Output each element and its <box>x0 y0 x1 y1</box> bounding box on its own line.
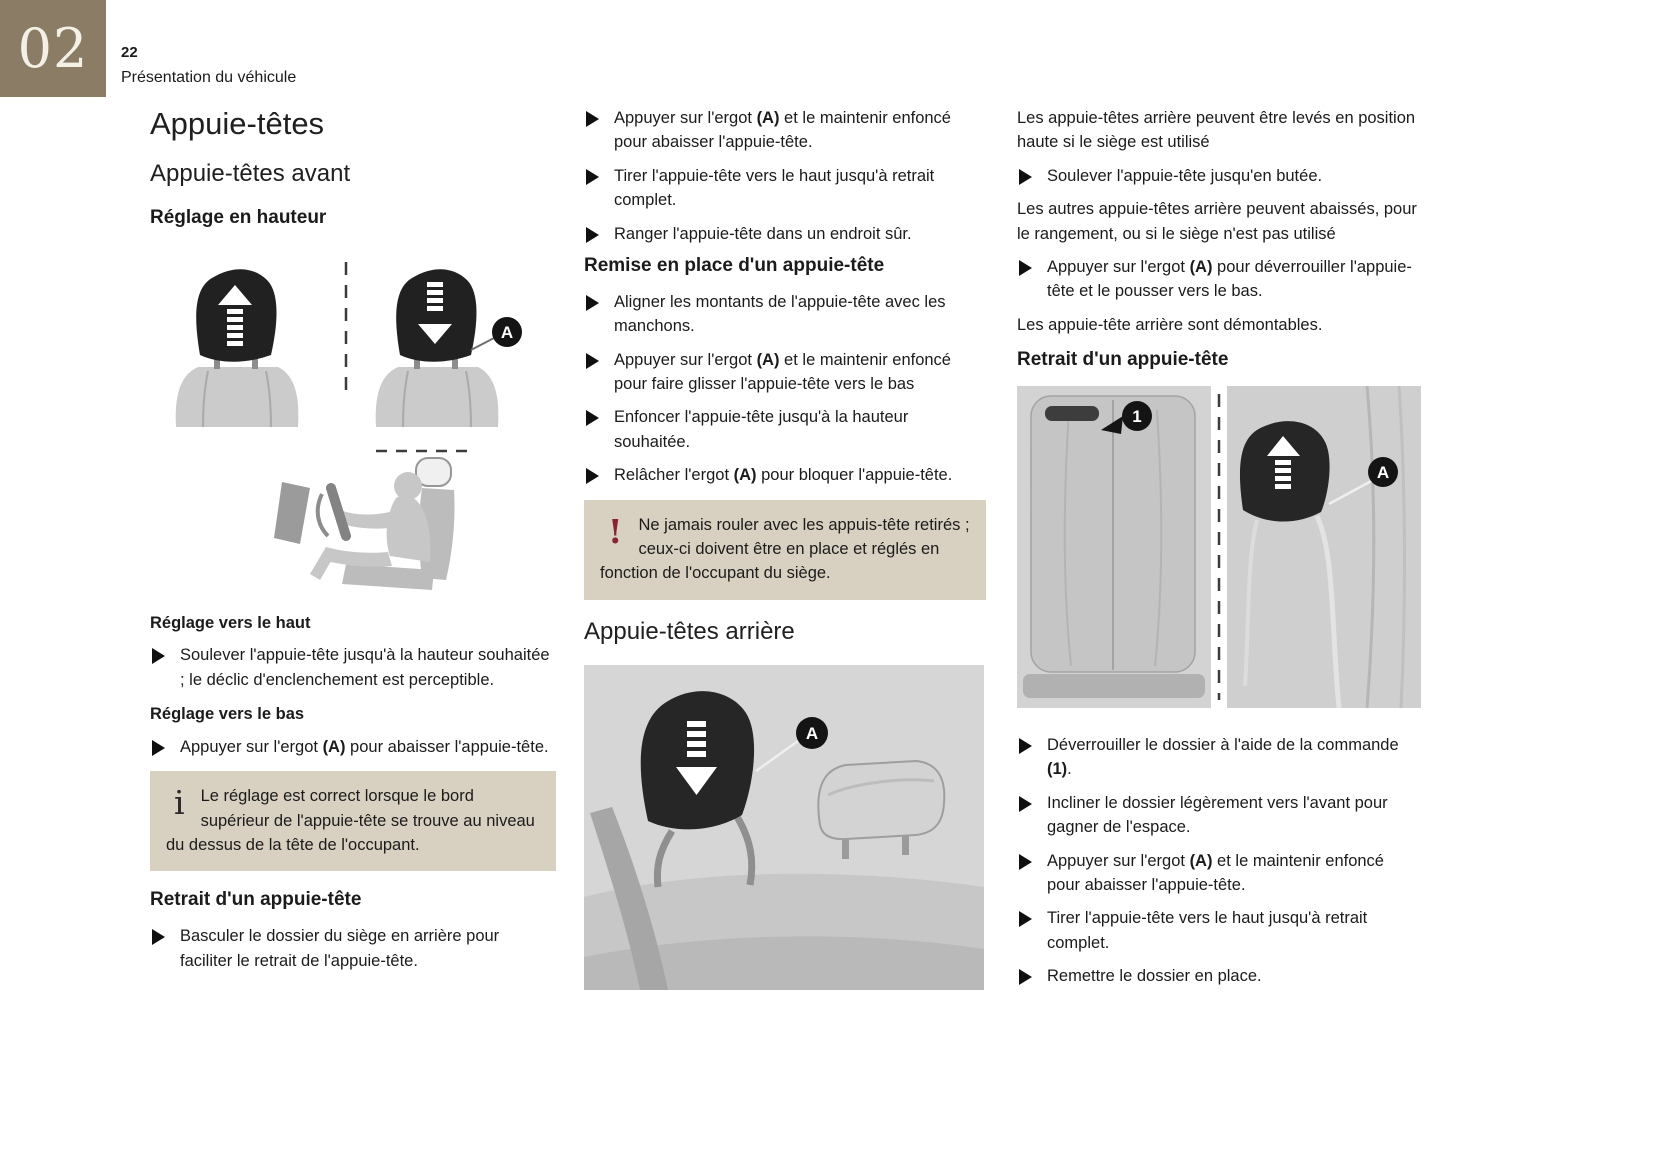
info-box <box>150 771 556 871</box>
figure-rear-headrest <box>584 665 986 995</box>
chapter-number: 02 <box>17 17 89 80</box>
bullet-item <box>1017 791 1421 840</box>
bullet-text: Relâcher l'ergot (A) pour bloquer l'appuie-tête. <box>614 466 953 485</box>
bullet-arrow-icon <box>152 740 165 756</box>
bullet-item <box>1017 964 1421 988</box>
bullet-text: Appuyer sur l'ergot (A) pour abaisser l'appuie-tête. <box>180 737 549 756</box>
bullet-arrow-icon <box>1019 796 1032 812</box>
bullet-arrow-icon <box>1019 260 1032 276</box>
bullet-item <box>584 222 986 246</box>
bullet-item <box>1017 733 1421 782</box>
page-number: 22 <box>121 44 138 61</box>
heading-removal-rear: Retrait d'un appuie-tête <box>1017 349 1229 371</box>
paragraph: Les appuie-tête arrière sont démontables. <box>1017 315 1323 334</box>
section-title-front: Appuie-têtes avant <box>150 159 351 187</box>
figure-rear-removal <box>1017 386 1421 713</box>
bullet-item <box>150 643 556 692</box>
bullet-arrow-icon <box>586 111 599 127</box>
bullet-item <box>1017 849 1421 898</box>
bullet-arrow-icon <box>586 410 599 426</box>
info-icon: i <box>174 783 185 823</box>
bullet-text: Soulever l'appuie-tête jusqu'en butée. <box>1047 166 1323 185</box>
seatback-unlock-panel <box>1017 386 1211 708</box>
paragraph: Les autres appuie-têtes arrière peuvent abaissés, pour le rangement, ou si le siège n'est pas utilisé <box>1017 200 1417 243</box>
figure-headrest-height <box>150 252 556 432</box>
page-title: Appuie-têtes <box>150 106 325 141</box>
bullet-arrow-icon <box>1019 169 1032 185</box>
bullet-text: Appuyer sur l'ergot (A) et le maintenir enfoncé pour abaisser l'appuie-tête. <box>614 109 951 152</box>
bullet-text: Appuyer sur l'ergot (A) et le maintenir enfoncé pour abaisser l'appuie-tête. <box>1047 851 1384 895</box>
label-1-badge <box>1122 401 1152 431</box>
bullet-text: Incliner le dossier légèrement vers l'avant pour gagner de l'espace. <box>1047 793 1388 837</box>
column-right <box>1017 106 1421 998</box>
bullet-text: Appuyer sur l'ergot (A) et le maintenir enfoncé pour faire glisser l'appuie-tête vers le bas <box>614 350 951 394</box>
bullet-text: Appuyer sur l'ergot (A) pour déverrouiller l'appuie-tête et le pousser vers le bas. <box>1047 258 1412 301</box>
bullet-arrow-icon <box>152 648 165 664</box>
info-box-text: Le réglage est correct lorsque le bord supérieur de l'appuie-tête se trouve au niveau du dessus de la tête de l'occupant. <box>166 787 535 854</box>
bullet-text: Aligner les montants de l'appuie-tête avec les manchons. <box>614 292 946 336</box>
bullet-arrow-icon <box>586 295 599 311</box>
heading-adjust-up: Réglage vers le haut <box>150 614 311 633</box>
bullet-text: Tirer l'appuie-tête vers le haut jusqu'à retrait complet. <box>1047 909 1368 952</box>
label-a-badge <box>1368 457 1398 487</box>
warning-box <box>584 500 986 600</box>
column-left <box>150 106 556 982</box>
section-title-rear: Appuie-têtes arrière <box>584 617 795 645</box>
headrest-raise-illustration <box>176 269 299 427</box>
svg-text:A: A <box>500 323 514 343</box>
column-middle <box>584 106 986 995</box>
heading-height-adjust: Réglage en hauteur <box>150 207 327 229</box>
bullet-item <box>150 924 556 973</box>
bullet-text: Déverrouiller le dossier à l'aide de la commande (1). <box>1047 736 1399 779</box>
warning-box-text: Ne jamais rouler avec les appuis-tête retirés ; ceux-ci doivent être en place et réglés en fonction de l'occupant du siège. <box>600 515 970 583</box>
bullet-text: Remettre le dossier en place. <box>1047 967 1262 986</box>
chapter-title: Présentation du véhicule <box>121 69 297 86</box>
bullet-text: Ranger l'appuie-tête dans un endroit sûr. <box>614 224 912 243</box>
bullet-arrow-icon <box>586 169 599 185</box>
bullet-item <box>1017 164 1421 188</box>
headrest-lower-illustration <box>376 269 522 427</box>
bullet-item <box>584 405 986 454</box>
bullet-item <box>584 348 986 397</box>
bullet-arrow-icon <box>1019 969 1032 985</box>
svg-text:1: 1 <box>1132 407 1142 427</box>
bullet-arrow-icon <box>586 468 599 484</box>
unlock-control <box>1045 406 1099 421</box>
bullet-item <box>584 463 986 487</box>
bullet-item <box>1017 906 1421 955</box>
bullet-arrow-icon <box>586 227 599 243</box>
heading-refit: Remise en place d'un appuie-tête <box>584 255 885 277</box>
heading-adjust-down: Réglage vers le bas <box>150 705 305 724</box>
bullet-item <box>150 735 556 759</box>
bullet-arrow-icon <box>586 353 599 369</box>
bullet-item <box>1017 255 1421 304</box>
bullet-item <box>584 290 986 339</box>
bullet-text: Basculer le dossier du siège en arrière pour faciliter le retrait de l'appuie-tête. <box>180 927 500 970</box>
driver-figure <box>274 458 455 590</box>
chapter-badge <box>0 0 106 97</box>
heading-removal-front: Retrait d'un appuie-tête <box>150 889 362 911</box>
svg-text:A: A <box>1376 463 1390 483</box>
svg-text:A: A <box>805 724 819 744</box>
bullet-text: Enfoncer l'appuie-tête jusqu'à la hauteur souhaitée. <box>614 408 909 451</box>
bullet-arrow-icon <box>1019 854 1032 870</box>
figure-driver-position <box>238 442 556 597</box>
bullet-arrow-icon <box>152 929 165 945</box>
bullet-text: Tirer l'appuie-tête vers le haut jusqu'à retrait complet. <box>614 166 935 210</box>
bullet-item <box>584 106 986 155</box>
label-a-badge <box>492 317 522 347</box>
paragraph: Les appuie-têtes arrière peuvent être levés en position haute si le siège est utilisé <box>1017 109 1416 152</box>
label-a-badge <box>796 717 828 749</box>
bullet-item <box>584 164 986 213</box>
bullet-text: Soulever l'appuie-tête jusqu'à la hauteur souhaitée ; le déclic d'enclenchement est perceptible. <box>180 646 550 689</box>
headrest-remove-panel <box>1227 386 1421 708</box>
bullet-arrow-icon <box>1019 911 1032 927</box>
bullet-arrow-icon <box>1019 738 1032 754</box>
warning-icon: ! <box>608 511 623 551</box>
